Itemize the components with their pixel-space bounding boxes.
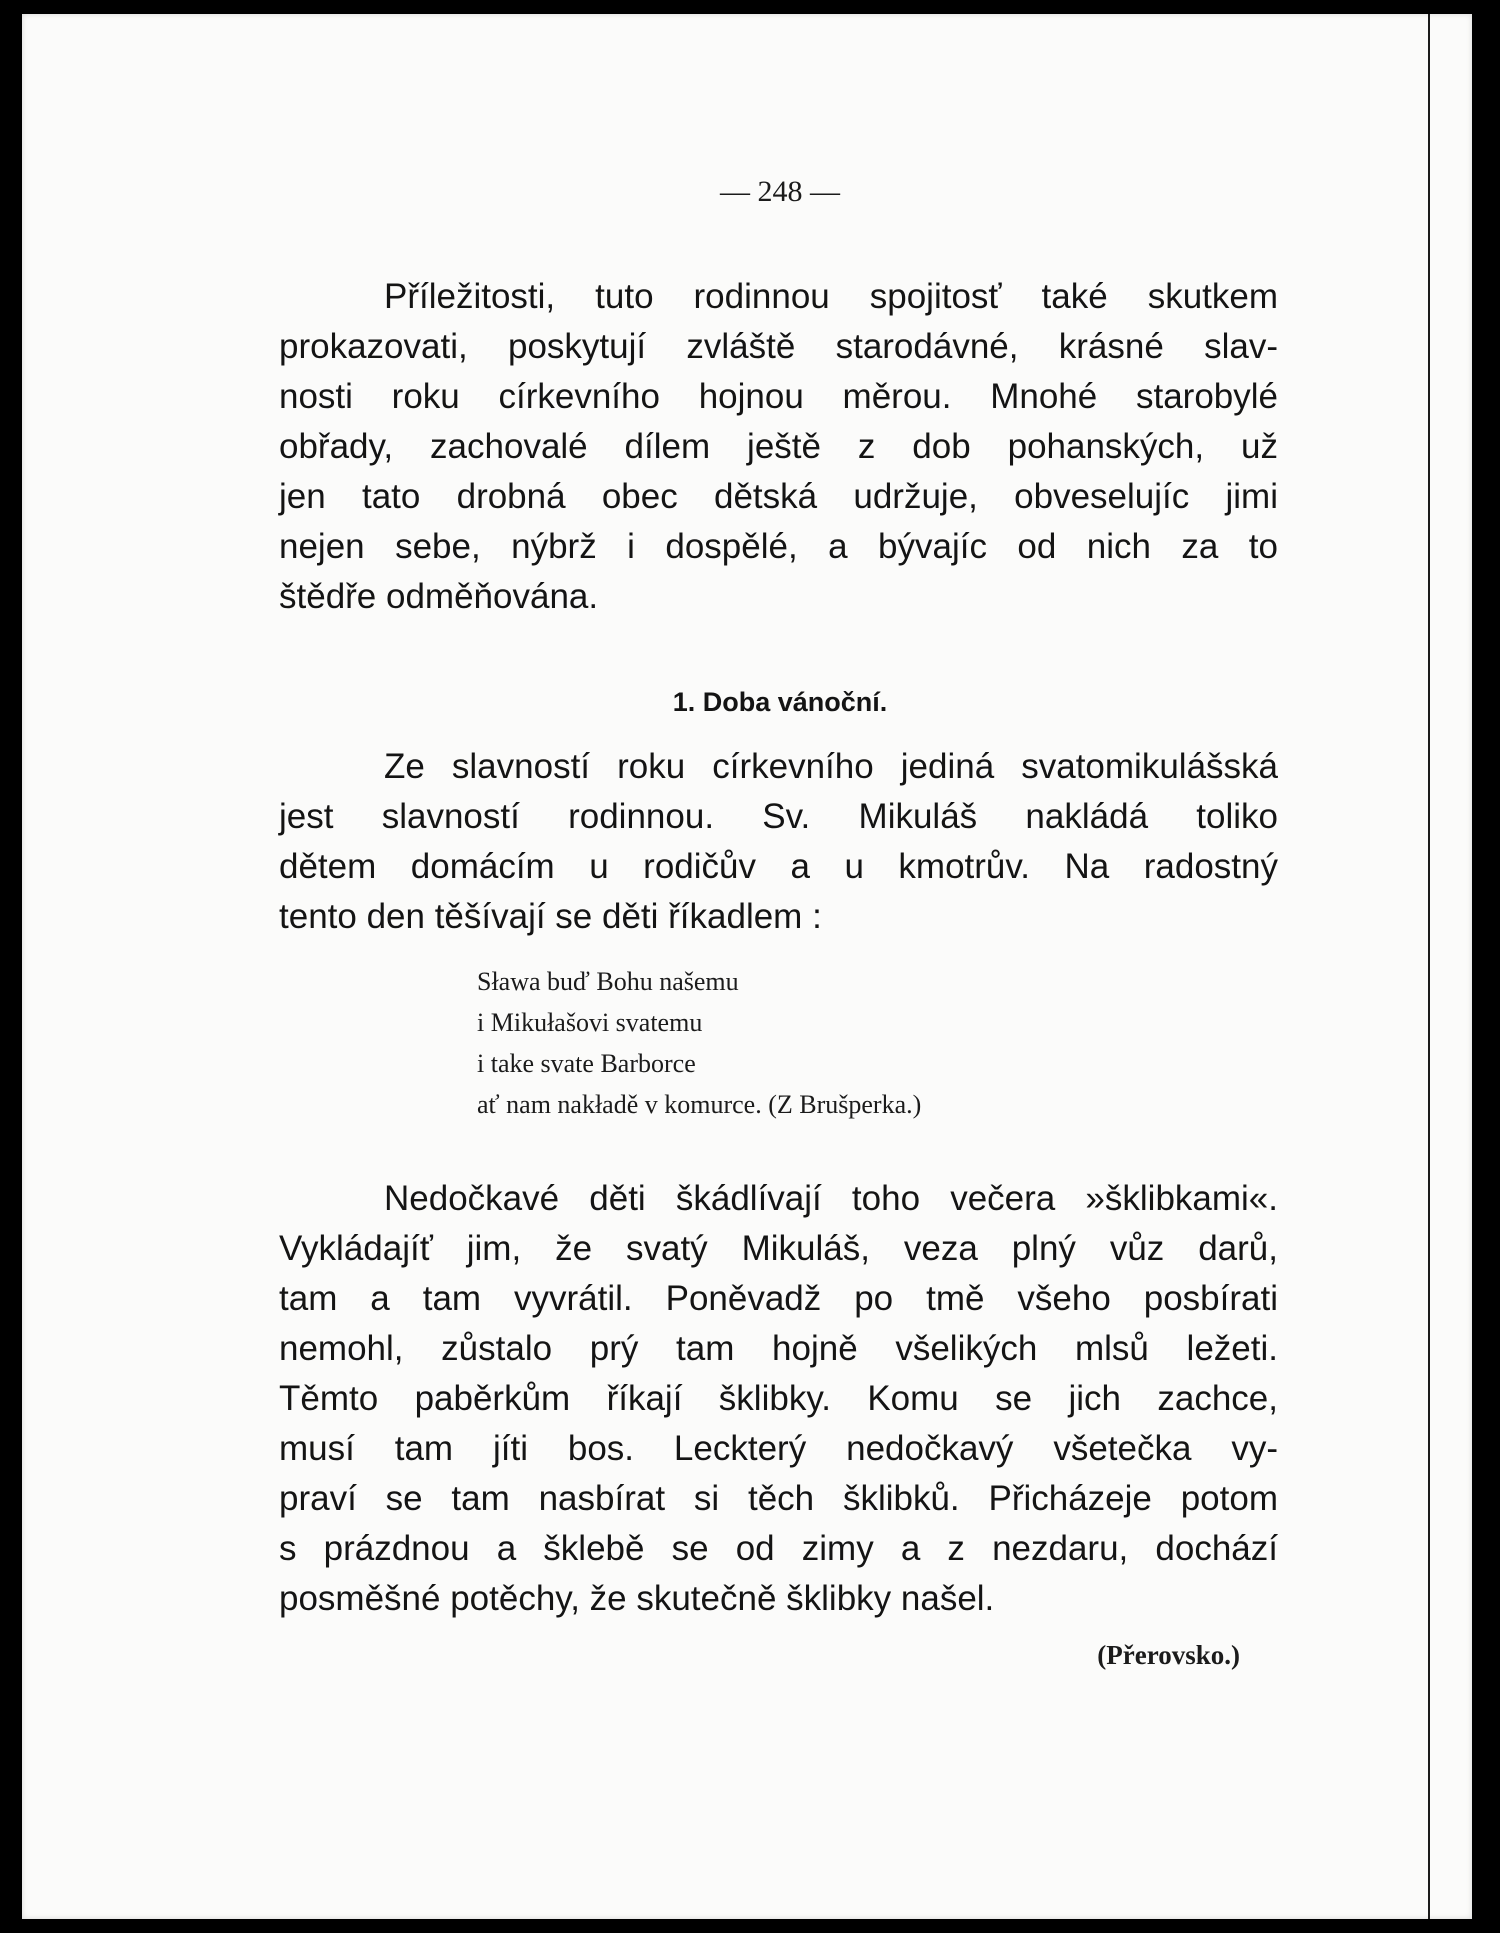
- text-line: s prázdnou a šklebě se od zimy a z nezdaru, dochází: [279, 1529, 1278, 1568]
- text-line: štědře odměňována.: [279, 577, 599, 616]
- poem-line: i take svate Barborce: [477, 1049, 696, 1078]
- text-line: Nedočkavé děti škádlívají toho večera »šklibkami«.: [384, 1179, 1278, 1218]
- text-line: nejen sebe, nýbrž i dospělé, a bývajíc od nich za to: [279, 527, 1278, 566]
- text-line: tam a tam vyvrátil. Poněvadž po tmě všeho posbírati: [279, 1279, 1278, 1318]
- poem-line: ať nam nakładě v komurce. (Z Brušperka.): [477, 1090, 922, 1119]
- section-heading: 1. Doba vánoční.: [672, 687, 888, 717]
- source-note: (Přerovsko.): [1097, 1640, 1240, 1670]
- text-line: dětem domácím u rodičův a u kmotrův. Na radostný: [279, 847, 1278, 886]
- text-line: nemohl, zůstalo prý tam hojně všelikých mlsů ležeti.: [279, 1329, 1278, 1368]
- paragraph-2: [279, 742, 1278, 942]
- page-number: — 248 —: [720, 175, 840, 208]
- poem-block: [477, 961, 921, 1125]
- page-edge-line: [1428, 14, 1430, 1919]
- text-line: praví se tam nasbírat si těch šklibků. Přicházeje potom: [279, 1479, 1278, 1518]
- text-line: prokazovati, poskytují zvláště starodávné, krásné slav-: [279, 327, 1278, 366]
- paragraph-3: [279, 1174, 1278, 1624]
- text-line: Těmto paběrkům říkají šklibky. Komu se jich zachce,: [279, 1379, 1278, 1418]
- text-line: jen tato drobná obec dětská udržuje, obveselujíc jimi: [279, 477, 1278, 516]
- text-line: Vykládajíť jim, že svatý Mikuláš, veza plný vůz darů,: [279, 1229, 1278, 1268]
- text-line: posměšné potěchy, že skutečně šklibky našel.: [279, 1579, 995, 1618]
- text-line: obřady, zachovalé dílem ještě z dob pohanských, už: [279, 427, 1278, 466]
- text-line: jest slavností rodinnou. Sv. Mikuláš nakládá toliko: [279, 797, 1278, 836]
- text-line: nosti roku církevního hojnou měrou. Mnohé starobylé: [279, 377, 1278, 416]
- text-line: Příležitosti, tuto rodinnou spojitosť také skutkem: [384, 277, 1278, 316]
- text-line: tento den těšívají se děti říkadlem :: [279, 897, 822, 936]
- poem-line: Sława buď Bohu našemu: [477, 967, 739, 996]
- text-line: musí tam jíti bos. Leckterý nedočkavý všetečka vy-: [279, 1429, 1278, 1468]
- poem-line: i Mikułašovi svatemu: [477, 1008, 703, 1037]
- paragraph-1: [279, 272, 1278, 622]
- text-line: Ze slavností roku církevního jediná svatomikulášská: [384, 747, 1278, 786]
